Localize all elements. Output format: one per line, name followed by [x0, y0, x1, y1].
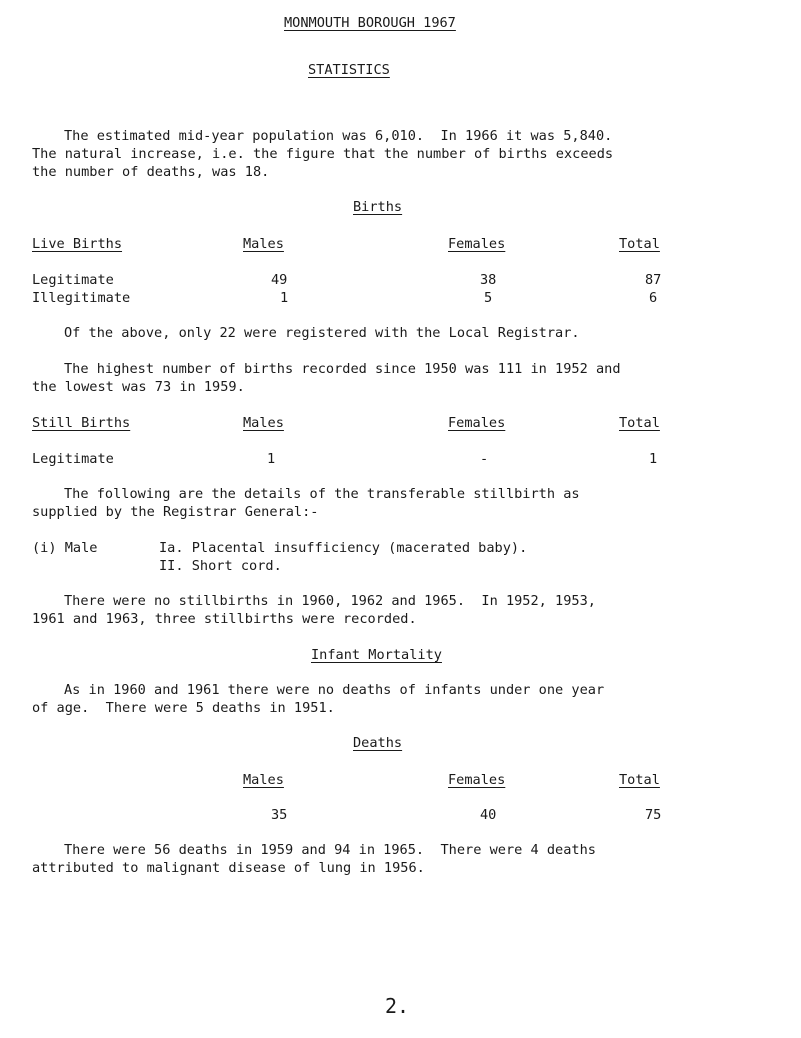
deaths-females-header: Females: [448, 772, 506, 788]
still-births-males-header: Males: [243, 415, 284, 431]
intro-line-3: the number of deaths, was 18.: [32, 164, 270, 180]
still-births-total-header: Total: [619, 415, 660, 431]
births-heading: Births: [353, 199, 403, 215]
still-births-row-females: -: [480, 451, 489, 467]
births-row-males: 1: [280, 290, 289, 306]
highest-births-line-1: The highest number of births recorded since 1950 was 111 in 1952 and: [64, 361, 621, 377]
infant-mortality-line-2: of age. There were 5 deaths in 1951.: [32, 700, 335, 716]
births-row-total: 6: [649, 290, 658, 306]
live-births-column-label: Live Births: [32, 236, 123, 252]
infant-mortality-heading: Infant Mortality: [311, 647, 442, 663]
no-stillbirths-line-2: 1961 and 1963, three stillbirths were recorded.: [32, 611, 417, 627]
stillbirth-details-line-1: The following are the details of the transferable stillbirth as: [64, 486, 580, 502]
births-row-females: 38: [480, 272, 497, 288]
births-females-header: Females: [448, 236, 506, 252]
document-subtitle: STATISTICS: [308, 62, 390, 78]
stillbirth-case-label: (i) Male: [32, 540, 98, 556]
page-number: 2.: [385, 994, 410, 1018]
document-title: MONMOUTH BOROUGH 1967: [284, 15, 456, 31]
registered-note: Of the above, only 22 were registered with the Local Registrar.: [64, 325, 580, 341]
births-row-label: Legitimate: [32, 272, 114, 288]
stillbirth-cause-2: II. Short cord.: [159, 558, 282, 574]
still-births-females-header: Females: [448, 415, 506, 431]
no-stillbirths-line-1: There were no stillbirths in 1960, 1962 and 1965. In 1952, 1953,: [64, 593, 596, 609]
deaths-line-1: There were 56 deaths in 1959 and 94 in 1965. There were 4 deaths: [64, 842, 596, 858]
still-births-row-total: 1: [649, 451, 658, 467]
births-row-label: Illegitimate: [32, 290, 131, 306]
deaths-total-value: 75: [645, 807, 662, 823]
births-males-header: Males: [243, 236, 284, 252]
still-births-column-label: Still Births: [32, 415, 131, 431]
intro-line-1: The estimated mid-year population was 6,010. In 1966 it was 5,840.: [64, 128, 613, 144]
highest-births-line-2: the lowest was 73 in 1959.: [32, 379, 245, 395]
births-row-females: 5: [484, 290, 493, 306]
deaths-females-value: 40: [480, 807, 497, 823]
infant-mortality-line-1: As in 1960 and 1961 there were no deaths of infants under one year: [64, 682, 605, 698]
deaths-males-header: Males: [243, 772, 284, 788]
deaths-total-header: Total: [619, 772, 660, 788]
births-row-total: 87: [645, 272, 662, 288]
stillbirth-cause-1: Ia. Placental insufficiency (macerated baby).: [159, 540, 528, 556]
still-births-row-label: Legitimate: [32, 451, 114, 467]
stillbirth-details-line-2: supplied by the Registrar General:-: [32, 504, 319, 520]
intro-line-2: The natural increase, i.e. the figure that the number of births exceeds: [32, 146, 614, 162]
births-row-males: 49: [271, 272, 288, 288]
deaths-males-value: 35: [271, 807, 288, 823]
deaths-line-2: attributed to malignant disease of lung in 1956.: [32, 860, 425, 876]
births-total-header: Total: [619, 236, 660, 252]
still-births-row-males: 1: [267, 451, 276, 467]
deaths-heading: Deaths: [353, 735, 403, 751]
